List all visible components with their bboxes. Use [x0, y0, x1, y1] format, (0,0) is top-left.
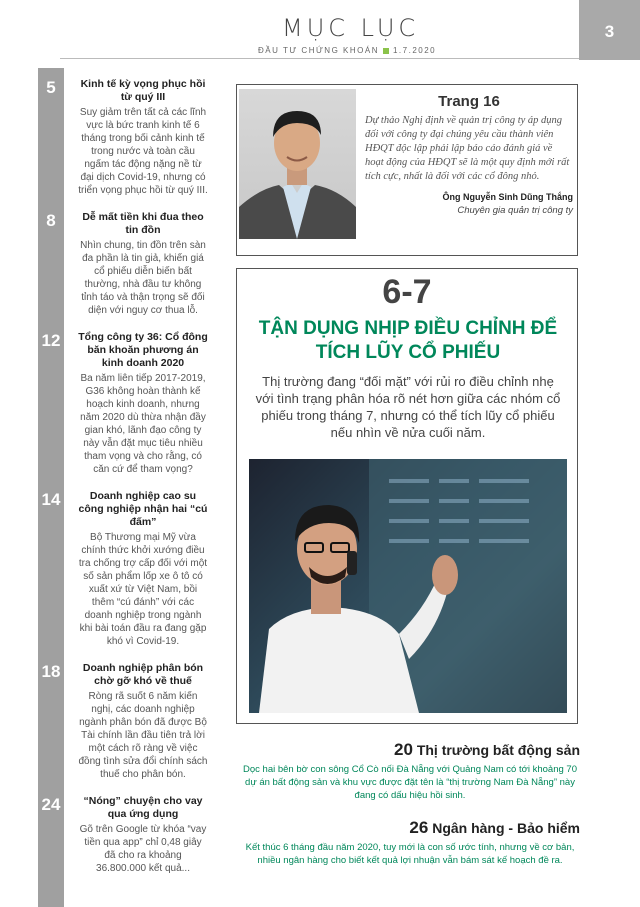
quote-page-ref: Trang 16	[438, 93, 500, 110]
toc-title: Dễ mất tiền khi đua theo tin đồn	[82, 211, 204, 236]
toc-title: Doanh nghiệp phân bón chờ gỡ khó về thuế	[82, 662, 204, 687]
quote-box[interactable]	[236, 84, 578, 256]
story-title: Thị trường bất động sản	[416, 742, 580, 758]
toc-item[interactable]	[38, 211, 208, 317]
table-of-contents	[38, 78, 208, 889]
toc-item[interactable]	[38, 78, 208, 197]
story-title: Ngân hàng - Bảo hiểm	[432, 820, 580, 836]
feature-description: Thị trường đang “đối mặt” với rủi ro điều chỉnh nhẹ với tình trạng phân hóa rõ nét hơn giữa các nhóm cổ phiếu trong tháng 7, nhưng có thể tích lũy cổ phiếu nếu nhìn về nửa cuối năm.	[255, 374, 561, 440]
story-heading	[240, 818, 580, 838]
feature-page-number: 6-7	[382, 273, 432, 311]
publication-name: ĐẦU TƯ CHỨNG KHOÁN	[258, 46, 379, 55]
story-page-number: 26	[409, 818, 429, 837]
toc-description: Ròng rã suốt 6 năm kiến nghị, các doanh nghiệp ngành phân bón đã được Bộ Tài chính lần đầu tiên trả lời một cách rõ ràng về việc đồng tình sửa đổi chính sách thuế cho phân bón.	[78, 691, 208, 780]
toc-item[interactable]	[38, 662, 208, 781]
toc-page-number: 18	[41, 662, 61, 681]
story-item[interactable]	[240, 818, 580, 867]
square-bullet-icon	[383, 48, 389, 54]
expert-portrait-photo	[239, 89, 356, 239]
toc-item[interactable]	[38, 490, 208, 648]
page-number-box	[579, 0, 640, 60]
toc-description: Bộ Thương mại Mỹ vừa chính thức khởi xướng điều tra chống trợ cấp đối với một số sản phẩm lốp xe ô tô có xuất xứ từ Việt Nam, bồi thêm “cú đánh” với các doanh nghiệp trong ngành khi bài toán đầu ra đang gặp khó vì Covid-19.	[78, 532, 208, 647]
toc-description: Nhìn chung, tin đồn trên sàn đa phần là tin giả, khiến giá cổ phiếu diễn biến bất thường, nhà đầu tư không tỉnh táo và thận trọng sẽ đối diện với nguy cơ thua lỗ.	[80, 240, 206, 316]
story-page-number: 20	[394, 740, 413, 759]
toc-page-number: 8	[46, 211, 56, 230]
feature-photo	[249, 459, 567, 713]
portrait-illustration	[239, 89, 356, 239]
header-divider	[60, 58, 580, 59]
toc-description: Gõ trên Google từ khóa “vay tiền qua app” chỉ 0,48 giây đã cho ra khoảng 36.800.000 kết quả...	[79, 824, 207, 874]
page-header	[0, 0, 640, 60]
toc-page-number: 5	[46, 78, 56, 97]
toc-description: Ba năm liên tiếp 2017-2019, G36 không hoàn thành kế hoạch kinh doanh, nhưng năm 2020 dù thừa nhận đầy gian khó, lãnh đạo công ty này vẫn đặt mục tiêu nhiều tham vọng và cho rằng, có căn cứ để tham vọng?	[80, 373, 206, 475]
feature-box[interactable]	[236, 268, 578, 724]
toc-title: Doanh nghiệp cao su công nghiệp nhận hai “cú đấm”	[78, 490, 208, 528]
story-description: Dọc hai bên bờ con sông Cổ Cò nối Đà Nẵng với Quảng Nam có tới khoảng 70 dự án bất động sản và khu vực được đặt tên là “thị trường Nam Đà Nẵng” này đang có dấu hiệu hồi sinh.	[243, 764, 577, 801]
quote-author: Ông Nguyễn Sinh Dũng Thắng	[442, 192, 573, 202]
toc-description: Suy giảm trên tất cả các lĩnh vực là bức tranh kinh tế 6 tháng trong bối cảnh kinh tế trong nước và toàn cầu ngấm tác động nặng nề từ đại dịch Covid-19, nhưng có triển vọng phục hồi từ quý III.	[78, 107, 208, 196]
toc-title: Kinh tế kỳ vọng phục hồi từ quý III	[80, 78, 206, 103]
toc-page-number: 14	[41, 490, 61, 509]
publication-line	[258, 46, 436, 55]
section-title: MỤC LỤC	[282, 14, 420, 42]
feature-title: TẬN DỤNG NHỊP ĐIỀU CHỈNH ĐỂ TÍCH LŨY CỔ PHIẾU	[258, 318, 558, 363]
story-item[interactable]	[240, 740, 580, 802]
quote-text: Dự thảo Nghị định về quản trị công ty áp dụng đối với công ty đại chúng yêu cầu thành viên HĐQT độc lập phải lập báo cáo đánh giá về hoạt động của HĐQT sẽ là một quy định mới rất tích cực, nhất là đối với các cổ đông nhỏ.	[365, 115, 570, 182]
story-description: Kết thúc 6 tháng đầu năm 2020, tuy mới là con số ước tính, nhưng về cơ bản, nhiều ngân hàng cho biết kết quả lợi nhuận vẫn bám sát kế hoạch đề ra.	[245, 842, 575, 866]
toc-title: “Nóng” chuyện cho vay qua ứng dụng	[83, 795, 203, 820]
trader-on-phone-illustration	[249, 459, 567, 713]
toc-page-number: 24	[41, 795, 61, 814]
issue-date: 1.7.2020	[392, 46, 437, 55]
toc-page-number: 12	[41, 331, 61, 350]
toc-item[interactable]	[38, 331, 208, 476]
toc-title: Tổng công ty 36: Cổ đông băn khoăn phương án kinh doanh 2020	[78, 331, 208, 369]
toc-item[interactable]	[38, 795, 208, 875]
story-heading	[240, 740, 580, 760]
quote-author-role: Chuyên gia quản trị công ty	[457, 205, 573, 216]
page-number: 3	[604, 22, 615, 41]
